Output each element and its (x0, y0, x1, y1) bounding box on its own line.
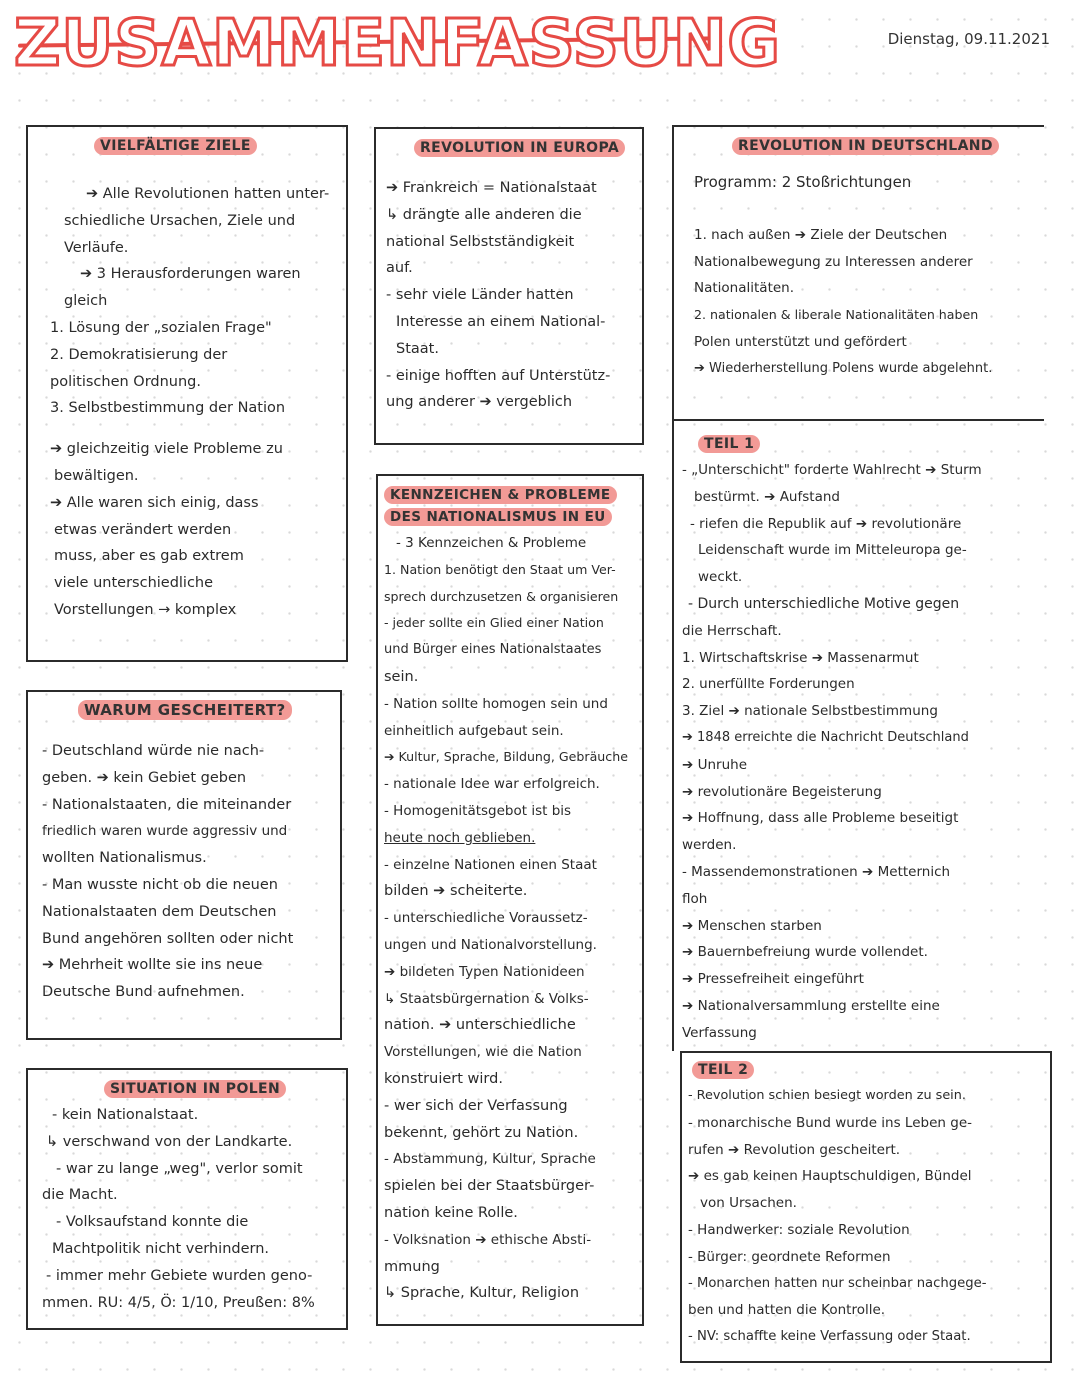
text-line: - Nationalstaaten, die miteinander (42, 796, 292, 813)
date: Dienstag, 09.11.2021 (887, 30, 1050, 48)
text-line: bilden ➔ scheiterte. (384, 883, 528, 900)
text-line: bekennt, gehört zu Nation. (384, 1124, 579, 1141)
text-line: - Durch unterschiedliche Motive gegen (688, 595, 960, 612)
text-line: ➔ Frankreich = Nationalstaat (386, 180, 597, 196)
section-heading: REVOLUTION IN DEUTSCHLAND (732, 137, 999, 155)
text-line: Deutsche Bund aufnehmen. (42, 984, 245, 1001)
text-line: mmen. RU: 4/5, Ö: 1/10, Preußen: 8% (42, 1294, 315, 1311)
text-line: spielen bei der Staatsbürger- (384, 1178, 595, 1195)
text-line: - kein Nationalstaat. (52, 1107, 199, 1123)
text-line: Verfassung (682, 1024, 757, 1041)
text-line: - sehr viele Länder hatten (386, 287, 574, 304)
section-heading: VIELFÄLTIGE ZIELE (94, 137, 257, 155)
spacer (50, 422, 338, 436)
text-line: Vorstellungen → komplex (54, 601, 237, 618)
text-line: politischen Ordnung. (50, 373, 201, 390)
box-warum-gescheitert (26, 690, 342, 1040)
text-line: 2. Demokratisierung der (50, 346, 228, 363)
box-vielfaeltige-ziele (26, 125, 348, 662)
line-list (694, 169, 1036, 383)
text-line: 2. unerfüllte Forderungen (682, 676, 855, 693)
text-line: rufen ➔ Revolution gescheitert. (688, 1141, 901, 1158)
text-line: ↳ Staatsbürgernation & Volks- (384, 990, 589, 1007)
text-line: schiedliche Ursachen, Ziele und (64, 212, 296, 229)
text-line: die Macht. (42, 1187, 118, 1204)
text-line: nation. ➔ unterschiedliche (384, 1017, 576, 1034)
text-line: - unterschiedliche Voraussetz- (384, 910, 588, 927)
text-line: ➔ Alle Revolutionen hatten unter- (86, 186, 330, 202)
text-line: ➔ Wiederherstellung Polens wurde abgelehnt. (694, 360, 993, 376)
text-line: bewältigen. (54, 467, 139, 484)
text-line: Verläufe. (64, 239, 129, 256)
text-line: 1. Lösung der „sozialen Frage" (50, 319, 272, 336)
text-line: auf. (386, 260, 413, 277)
section-heading: DES NATIONALISMUS IN EU (384, 508, 612, 526)
text-line: ➔ 1848 erreichte die Nachricht Deutschland (682, 729, 969, 745)
text-line: ben und hatten die Kontrolle. (688, 1302, 886, 1319)
text-line: ➔ Bauernbefreiung wurde vollendet. (682, 944, 928, 961)
text-line: 2. nationalen & liberale Nationalitäten haben (694, 307, 979, 323)
text-line: - Homogenitätsgebot ist bis (384, 802, 572, 819)
text-line: ➔ Alle waren sich einig, dass (50, 494, 259, 511)
text-line: 3. Ziel ➔ nationale Selbstbestimmung (682, 703, 938, 720)
text-line: - Revolution schien besiegt worden zu sein. (688, 1088, 966, 1103)
text-line: die Herrschaft. (682, 622, 782, 639)
text-line: floh (682, 890, 708, 907)
text-line: ➔ Unruhe (682, 756, 748, 773)
spacer (694, 196, 1036, 222)
text-line: ➔ revolutionäre Begeisterung (682, 783, 882, 800)
text-line: ➔ Kultur, Sprache, Bildung, Gebräuche (384, 749, 628, 765)
text-line: - einzelne Nationen einen Staat (384, 856, 597, 873)
text-line: Nationalitäten. (694, 280, 795, 297)
box-situation-polen (26, 1068, 348, 1330)
text-line: - wer sich der Verfassung (384, 1097, 568, 1114)
text-line: - Man wusste nicht ob die neuen (42, 876, 278, 893)
line-list (384, 530, 634, 1307)
text-line: Leidenschaft wurde im Mitteleuropa ge- (698, 542, 967, 559)
line-list (42, 1102, 338, 1316)
text-line: ➔ es gab keinen Hauptschuldigen, Bündel (688, 1168, 972, 1185)
text-line: ↳ Sprache, Kultur, Religion (384, 1285, 580, 1302)
text-line: - „Unterschicht" forderte Wahlrecht ➔ Sturm (682, 462, 982, 478)
text-line: - nationale Idee war erfolgreich. (384, 776, 600, 793)
section-heading: REVOLUTION IN EUROPA (414, 139, 625, 157)
text-line: gleich (64, 293, 108, 310)
box-teil-2 (680, 1051, 1052, 1363)
text-line: sein. (384, 668, 419, 685)
text-line: sprech durchzusetzen & organisieren (384, 588, 619, 604)
text-line: - jeder sollte ein Glied einer Nation (384, 615, 604, 631)
line-list (42, 738, 332, 1006)
text-line: einheitlich aufgebaut sein. (384, 722, 564, 739)
line-list (50, 181, 338, 624)
line-list (682, 457, 1036, 1047)
text-line: ➔ Pressefreiheit eingeführt (682, 971, 864, 988)
text-line: werden. (682, 837, 737, 854)
text-line: heute noch geblieben. (384, 829, 536, 846)
text-line: national Selbstständigkeit (386, 233, 575, 250)
text-line: von Ursachen. (700, 1195, 797, 1212)
text-line: 1. Wirtschaftskrise ➔ Massenarmut (682, 649, 919, 666)
text-line: ➔ Menschen starben (682, 917, 822, 934)
text-line: ↳ drängte alle anderen die (386, 206, 582, 223)
text-line: ➔ Nationalversammlung erstellte eine (682, 997, 940, 1014)
section-heading: TEIL 2 (692, 1061, 754, 1079)
box-revolution-europa (374, 127, 644, 445)
text-line: - NV: schaffte keine Verfassung oder Staat. (688, 1329, 971, 1345)
text-line: ung anderer ➔ vergeblich (386, 394, 573, 411)
text-line: Programm: 2 Stoßrichtungen (694, 173, 912, 191)
text-line: - Bürger: geordnete Reformen (688, 1248, 891, 1265)
line-list (688, 1083, 1042, 1351)
text-line: 1. Nation benötigt den Staat um Ver- (384, 561, 616, 577)
text-line: Machtpolitik nicht verhindern. (52, 1240, 270, 1257)
text-line: - monarchische Bund wurde ins Leben ge- (688, 1114, 972, 1131)
text-line: - 3 Kennzeichen & Probleme (396, 535, 587, 551)
text-line: Nationalstaaten dem Deutschen (42, 903, 277, 920)
text-line: - Monarchen hatten nur scheinbar nachgege- (688, 1275, 987, 1291)
text-line: Bund angehören sollten oder nicht (42, 930, 294, 947)
text-line: - Deutschland würde nie nach- (42, 743, 265, 759)
line-list (386, 175, 634, 416)
text-line: geben. ➔ kein Gebiet geben (42, 769, 247, 786)
text-line: etwas verändert werden (54, 521, 232, 538)
text-line: - war zu lange „weg", verlor somit (56, 1160, 303, 1177)
text-line: - Abstammung, Kultur, Sprache (384, 1151, 596, 1168)
text-line: weckt. (698, 569, 743, 586)
text-line: ➔ 3 Herausforderungen waren (80, 266, 301, 283)
text-line: konstruiert wird. (384, 1070, 503, 1087)
text-line: Polen unterstützt und gefördert (694, 333, 907, 350)
section-heading: SITUATION IN POLEN (104, 1080, 286, 1098)
text-line: 3. Selbstbestimmung der Nation (50, 400, 286, 417)
text-line: - immer mehr Gebiete wurden geno- (46, 1267, 313, 1284)
text-line: Staat. (396, 340, 439, 357)
section-heading: TEIL 1 (698, 435, 760, 453)
text-line: Nationalbewegung zu Interessen anderer (694, 253, 973, 270)
text-line: ➔ bildeten Typen Nationideen (384, 963, 585, 980)
text-line: und Bürger eines Nationalstaates (384, 642, 602, 658)
section-heading: WARUM GESCHEITERT? (78, 700, 292, 720)
text-line: friedlich waren wurde aggressiv und (42, 823, 288, 840)
text-line: ↳ verschwand von der Landkarte. (46, 1133, 293, 1150)
text-line: 1. nach außen ➔ Ziele der Deutschen (694, 226, 948, 243)
text-line: - Volksaufstand konnte die (56, 1214, 249, 1231)
section-heading: KENNZEICHEN & PROBLEME (384, 486, 617, 504)
text-line: viele unterschiedliche (54, 575, 214, 592)
text-line: muss, aber es gab extrem (54, 548, 244, 565)
box-teil-1 (672, 419, 1044, 1051)
text-line: - riefen die Republik auf ➔ revolutionäre (690, 515, 962, 532)
text-line: ➔ Hoffnung, dass alle Probleme beseitigt (682, 810, 959, 827)
text-line: - Volksnation ➔ ethische Absti- (384, 1231, 592, 1248)
text-line: Interesse an einem National- (396, 313, 606, 330)
text-line: - einige hofften auf Unterstütz- (386, 367, 611, 384)
box-revolution-deutschland (672, 125, 1044, 419)
text-line: nation keine Rolle. (384, 1204, 518, 1221)
text-line: - Handwerker: soziale Revolution (688, 1221, 910, 1238)
text-line: Vorstellungen, wie die Nation (384, 1044, 582, 1061)
text-line: mmung (384, 1258, 440, 1275)
text-line: - Massendemonstrationen ➔ Metternich (682, 863, 951, 880)
text-line: bestürmt. ➔ Aufstand (694, 488, 840, 505)
text-line: - Nation sollte homogen sein und (384, 695, 608, 712)
box-kennzeichen-probleme (376, 474, 644, 1326)
text-line: ➔ gleichzeitig viele Probleme zu (50, 441, 283, 458)
page-title: ZUSAMMENFASSUNG (14, 7, 781, 81)
text-line: wollten Nationalismus. (42, 850, 207, 867)
text-line: ➔ Mehrheit wollte sie ins neue (42, 957, 263, 974)
text-line: ungen und Nationalvorstellung. (384, 936, 597, 953)
